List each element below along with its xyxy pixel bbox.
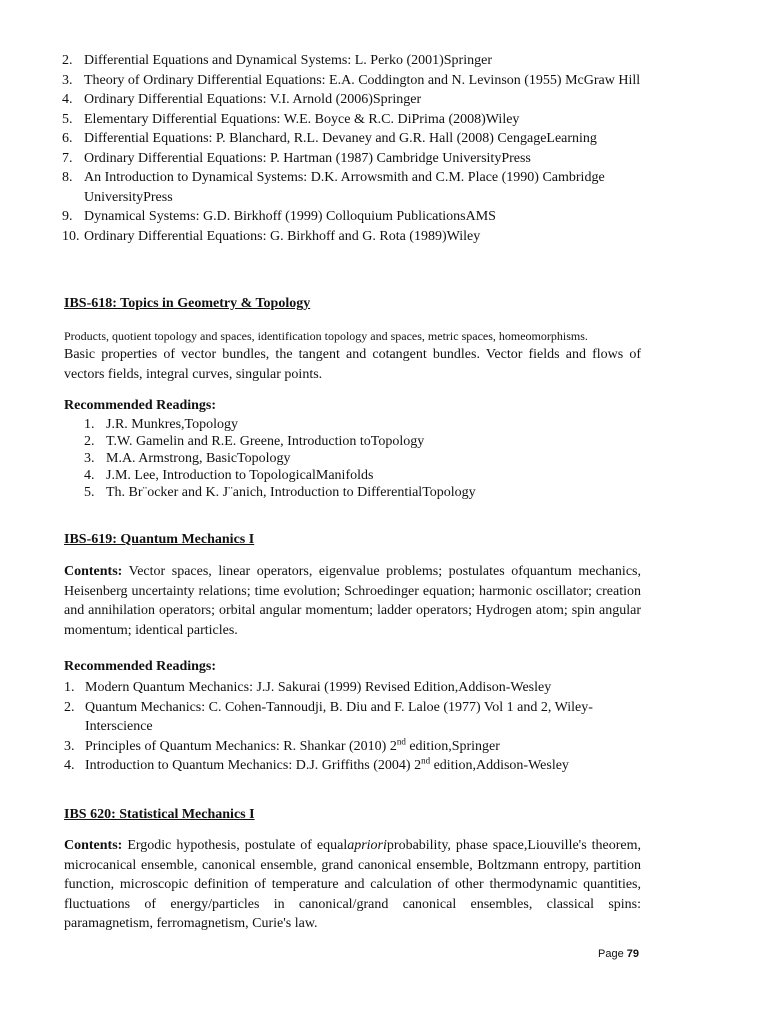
list-item: 3. Principles of Quantum Mechanics: R. Shankar (2010) 2nd edition,Springer [64, 735, 500, 754]
section-intro-line: Products, quotient topology and spaces, identification topology and spaces, metric spaces, homeomorphisms. [64, 329, 588, 343]
list-item: 3. Theory of Ordinary Differential Equations: E.A. Coddington and N. Levinson (1955) McGraw Hill [62, 72, 641, 88]
page-number: 79 [626, 948, 639, 960]
list-item: 5. Th. Br¨ocker and K. J¨anich, Introduction to DifferentialTopology [84, 485, 476, 500]
section-heading-ibs-618: IBS-618: Topics in Geometry & Topology [64, 296, 311, 311]
list-item: 2. T.W. Gamelin and R.E. Greene, Introduction toTopology [84, 434, 425, 449]
list-item: 4. J.M. Lee, Introduction to TopologicalManifolds [84, 468, 374, 483]
list-item: 9. Dynamical Systems: G.D. Birkhoff (1999) Colloquium PublicationsAMS [62, 209, 496, 224]
page-label: Page [598, 948, 627, 960]
list-item: 3. M.A. Armstrong, BasicTopology [84, 451, 291, 466]
list-item: 10. Ordinary Differential Equations: G. Birkhoff and G. Rota (1989)Wiley [62, 228, 481, 244]
contents-label: Contents: [64, 564, 123, 579]
section-heading-ibs-619: IBS-619: Quantum Mechanics I [64, 532, 255, 547]
recommended-readings-label: Recommended Readings: [64, 659, 217, 674]
list-item: 1. Modern Quantum Mechanics: J.J. Sakurai (1999) Revised Edition,Addison-Wesley [64, 680, 552, 695]
reading-list [64, 678, 644, 776]
reading-list [84, 416, 644, 501]
list-item: 4. Introduction to Quantum Mechanics: D.J. Griffiths (2004) 2nd edition,Addison-Wesley [64, 755, 569, 773]
list-item: 8. An Introduction to Dynamical Systems: D.K. Arrowsmith and C.M. Place (1990) Cambridge UniversityPress [62, 170, 605, 205]
list-item: 1. J.R. Munkres,Topology [84, 417, 239, 432]
list-item: 5. Elementary Differential Equations: W.E. Boyce & R.C. DiPrima (2008)Wiley [62, 111, 520, 127]
reference-list [62, 51, 642, 246]
list-item: 2. Differential Equations and Dynamical Systems: L. Perko (2001)Springer [62, 53, 492, 68]
list-item: 2. Quantum Mechanics: C. Cohen-Tannoudji, B. Diu and F. Laloe (1977) Vol 1 and 2, Wiley-Interscience [64, 699, 593, 734]
section-heading-ibs-620: IBS 620: Statistical Mechanics I [64, 807, 255, 822]
list-item: 6. Differential Equations: P. Blanchard, R.L. Devaney and G.R. Hall (2008) CengageLearning [62, 131, 597, 146]
section-paragraph: Basic properties of vector bundles, the tangent and cotangent bundles. Vector fields and flows of vectors fields, integral curves, singular points. [64, 347, 641, 382]
list-item: 7. Ordinary Differential Equations: P. Hartman (1987) Cambridge UniversityPress [62, 150, 531, 166]
contents-label: Contents: [64, 838, 123, 853]
page-footer [598, 948, 639, 960]
section-contents: Contents: Ergodic hypothesis, postulate of equalaprioriprobability, phase space,Liouville's theorem, microcanical ensemble, canonical ensemble, grand canonical ensemble, Boltzmann entropy, partition function, microscopic definition of temperature and calculation of other thermodynamic quantities, fluctuations of energy/particles in canonical/grand canonical ensembles, classical spins: paramagnetism, ferromagnetism, Curie's law. [64, 838, 641, 931]
list-item: 4. Ordinary Differential Equations: V.I. Arnold (2006)Springer [62, 92, 422, 107]
section-contents: Contents: Vector spaces, linear operators, eigenvalue problems; postulates ofquantum mechanics, Heisenberg uncertainty relations; time evolution; Schroedinger equation; harmonic oscillator; creation and annihilation operators; orbital angular momentum; ladder operators; Hydrogen atom; spin angular momentum; identical particles. [64, 564, 641, 638]
recommended-readings-label: Recommended Readings: [64, 398, 217, 413]
